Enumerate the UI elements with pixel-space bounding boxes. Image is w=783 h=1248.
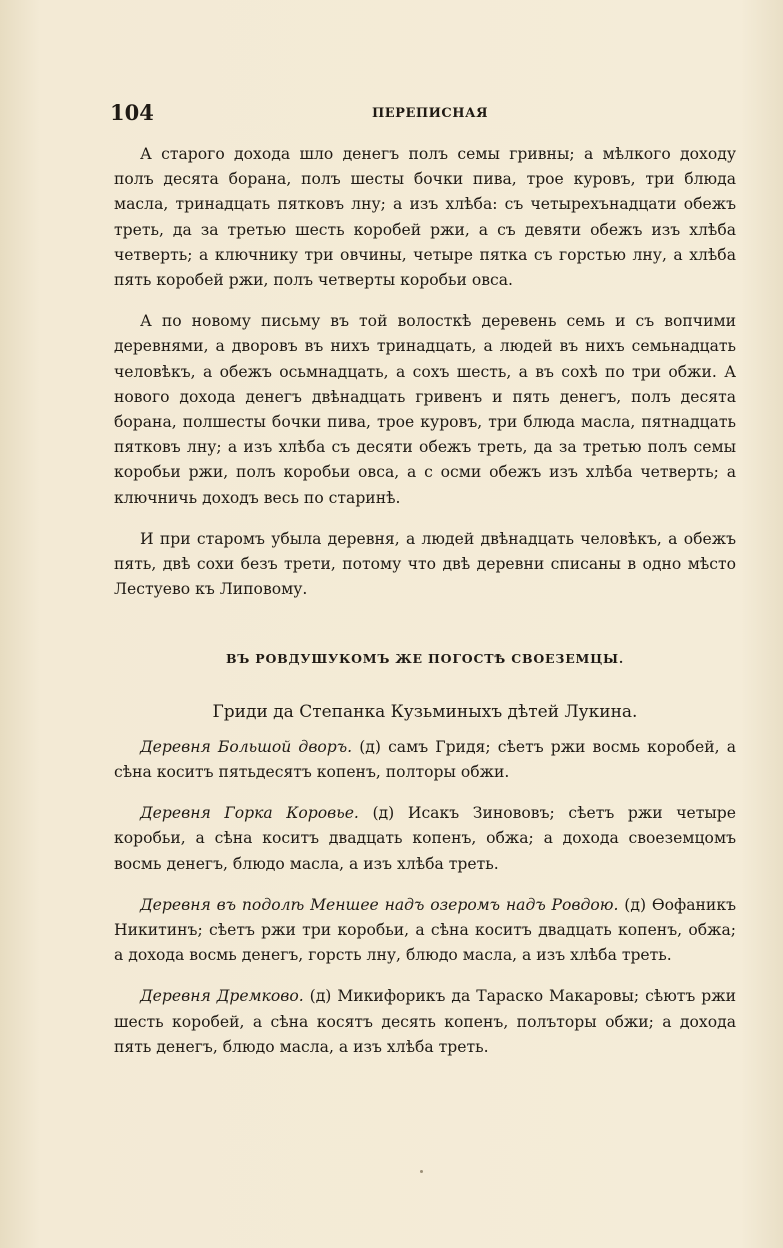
village-entry bbox=[114, 801, 736, 877]
village-name: Деревня Большой дворъ. bbox=[140, 737, 353, 756]
paragraph: И при старомъ убыла деревня, а людей двѣнадцать человѣкъ, а обежъ пять, двѣ сохи безъ трети, потому что двѣ деревни списаны в одно мѣсто Лестуево къ Липовому. bbox=[114, 529, 736, 599]
entry-text: (д) Ѳофаникъ Никитинъ; сѣетъ ржи три коробьи, а сѣна коситъ двадцать копенъ, обжа; а дохода восмь денегъ, горсть лну, блюдо масла, а изъ хлѣба треть. bbox=[114, 895, 736, 965]
section-title: ВЪ РОВДУШУКОМЪ ЖЕ ПОГОСТѢ СВОЕЗЕМЦЫ. bbox=[225, 651, 625, 667]
paragraph: А старого дохода шло денегъ полъ семы гривны; а мѣлкого доходу полъ десята борана, полъ шесты бочки пива, трое куровъ, три блюда масла, тринадцать пятковъ лну; а изъ хлѣба: съ четырехънадцати обежъ треть, да за третью шесть коробей ржи, а съ девяти обежъ изъ хлѣба четверть; а ключнику три овчины, четыре пятка съ горстью лну, а хлѣба пять коробей ржи, полъ четверты коробьи овса. bbox=[114, 145, 736, 290]
village-name: Деревня въ подолѣ Меншее надъ озеромъ надъ Ровдою. bbox=[140, 895, 619, 914]
owners-line: Гриди да Степанка Кузьминыхъ дѣтей Лукина. bbox=[212, 701, 638, 722]
entry-text: (д) Исакъ Зинововъ; сѣетъ ржи четыре коробьи, а сѣна коситъ двадцать копенъ, обжа; а дохода своеземцомъ восмь денегъ, блюдо масла, а изъ хлѣба треть. bbox=[114, 804, 736, 873]
paragraph: А по новому письму въ той волосткѣ деревень семь и съ вопчими деревнями, а дворовъ въ нихъ тринадцать, а людей въ нихъ семьнадцать человѣкъ, а обежъ осьмнадцать, а сохъ шесть, а въ сохѣ по три обжи. А нового дохода денегъ двѣнадцать гривенъ и пять денегъ, полъ десята борана, полшесты бочки пива, трое куровъ, три блюда масла, пятнадцать пятковъ лну; а изъ хлѣба съ десяти обежъ треть, да за третью полъ семы коробьи ржи, полъ коробьи овса, а с осми обежъ изъ хлѣба четверть; а ключничь доходъ весь по старинѣ. bbox=[114, 312, 736, 507]
page-header bbox=[110, 100, 670, 128]
village-entry bbox=[114, 735, 736, 785]
entry-text: (д) Микифорикъ да Тараско Макаровы; сѣютъ ржи шесть коробей, а сѣна косятъ десять копенъ, полъторы обжи; а дохода пять денегъ, блюдо масла, а изъ хлѣба треть. bbox=[114, 987, 736, 1056]
running-title: ПЕРЕПИСНАЯ bbox=[372, 106, 489, 121]
entry-text: (д) самъ Гридя; сѣетъ ржи восмь коробей, а сѣна коситъ пятьдесятъ копенъ, полторы обжи. bbox=[114, 737, 736, 782]
page-number: 104 bbox=[110, 100, 154, 125]
page-body bbox=[114, 142, 736, 1076]
village-entry bbox=[114, 893, 736, 969]
ink-speck bbox=[420, 1170, 423, 1173]
village-name: Деревня Дремково. bbox=[140, 987, 304, 1006]
village-name: Деревня Горка Коровье. bbox=[140, 804, 359, 823]
village-entry bbox=[114, 984, 736, 1060]
